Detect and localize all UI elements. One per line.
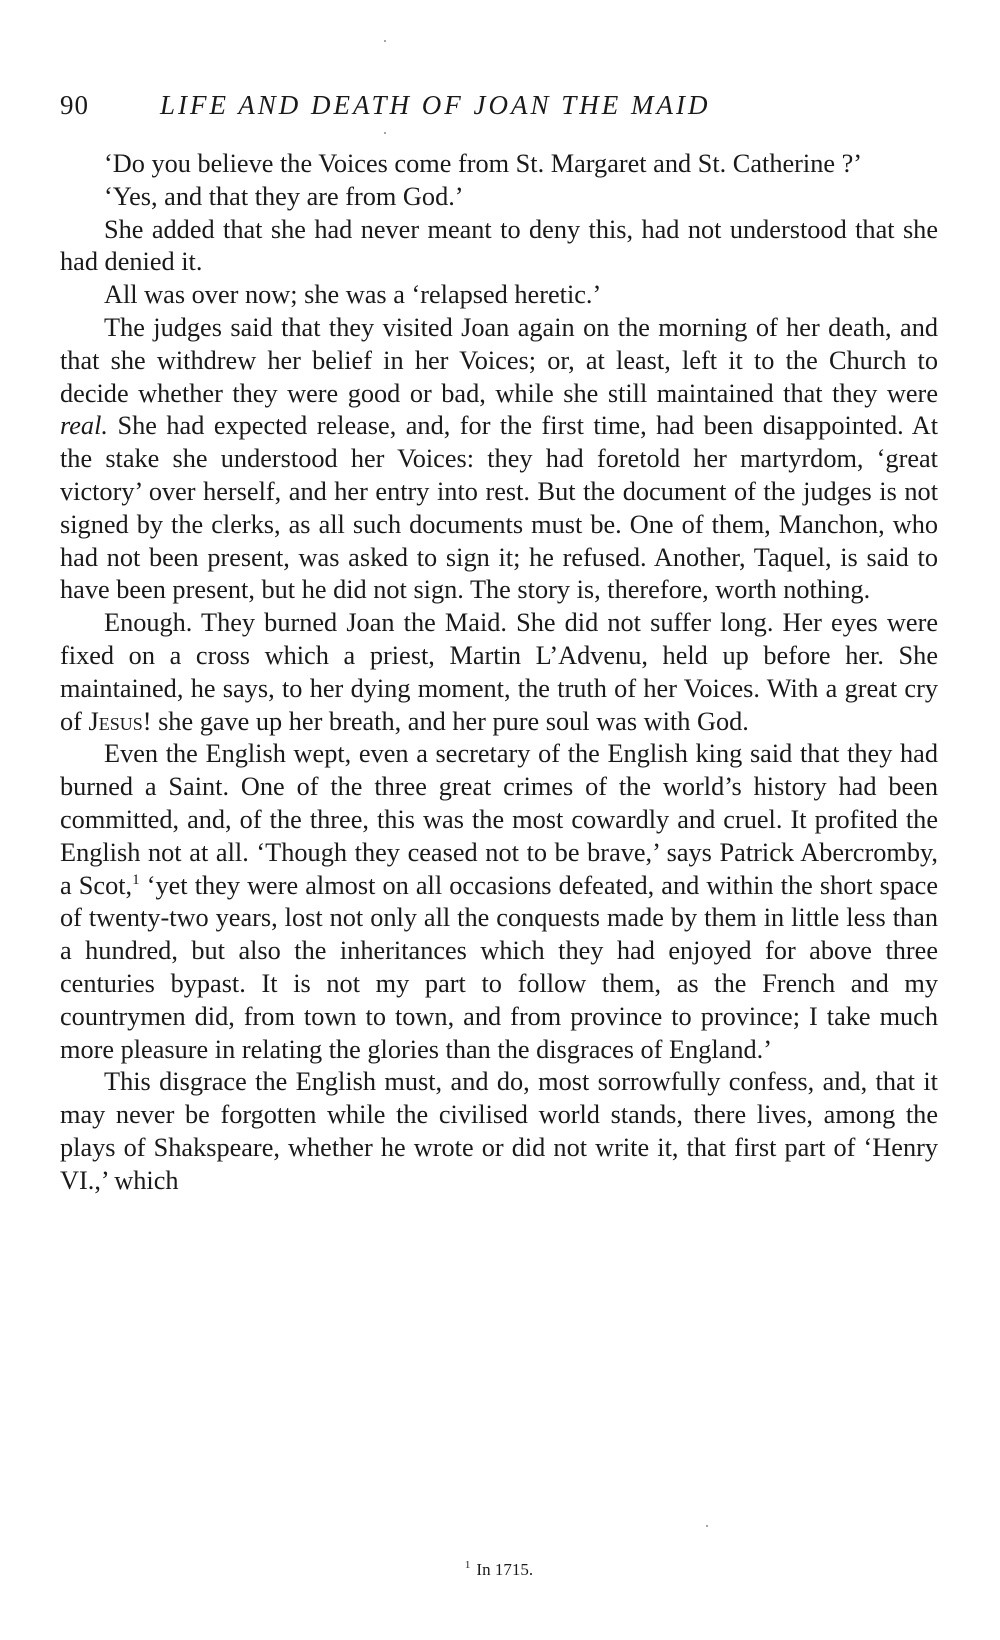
paper-speck [384, 132, 386, 134]
paragraph-text: Even the English wept, even a secretary of the English king said that they had burned a Saint. One of the three great crimes of the world’s history had been committed, and, of the three, this was the most cowardly and cruel. It profited the English not at all. ‘Though they ceased not to be brave,’ says Patrick Abercromby, a Scot, [60, 739, 938, 900]
page-number: 90 [60, 90, 89, 120]
paragraph-text: This disgrace the English must, and do, most sorrowfully confess, and, that it may never be forgotten while the civilised world stands, there lives, among the plays of Shakspeare, whether he wrote or did not write it, that first part of ‘Henry VI.,’ which [60, 1067, 938, 1195]
paragraph-text: She added that she had never meant to deny this, had not understood that she had denied it. [60, 214, 938, 277]
paragraph [60, 214, 938, 280]
paragraph-text: ‘yet they were almost on all occasions defeated, and within the short space of twenty-two years, lost not only all the conquests made by them in little less than a hundred, but also the inheritances which they had enjoyed for above three centuries bypast. It is not my part to follow them, as the French and my countrymen did, from town to town, and from province to province; I take much more pleasure in relating the glories than the disgraces of England.’ [60, 870, 938, 1064]
running-title: LIFE AND DEATH OF JOAN THE MAID [160, 90, 711, 120]
paper-speck [706, 1525, 708, 1527]
paragraph-text: All was over now; she was a ‘relapsed heretic.’ [104, 280, 602, 310]
page-header [60, 90, 938, 130]
paragraph [60, 181, 938, 214]
footnote-mark: 1 [464, 1559, 471, 1572]
smallcaps-word: Jesus [88, 706, 143, 736]
footnote-reference[interactable]: 1 [132, 871, 140, 888]
paper-speck [384, 40, 386, 42]
paragraph-text: ‘Yes, and that they are from God.’ [104, 181, 464, 211]
italic-emphasis: real. [60, 411, 108, 441]
paragraph-text: She had expected release, and, for the first time, had been disappointed. At the stake she understood her Voices: they had foretold her martyrdom, ‘great victory’ over herself, and her entry into rest. But the document of the judges is not signed by the clerks, as all such documents must be. One of them, Manchon, who had not been present, was asked to sign it; he refused. Another, Taquel, is said to have been present, but he did not sign. The story is, therefore, worth nothing. [60, 411, 938, 605]
paragraph [60, 1066, 938, 1197]
paragraph-text: ! she gave up her breath, and her pure soul was with God. [142, 706, 749, 736]
paragraph [60, 312, 938, 607]
body-text [60, 148, 938, 1198]
paragraph-text: Enough. They burned Joan the Maid. She did not suffer long. Her eyes were fixed on a cross which a priest, Martin L’Advenu, held up before her. She maintained, he says, to her dying moment, the truth of her Voices. With a great cry of [60, 608, 938, 736]
paragraph [60, 148, 938, 181]
paragraph [60, 279, 938, 312]
paragraph [60, 607, 938, 738]
footnote [60, 1560, 938, 1580]
paragraph-text: ‘Do you believe the Voices come from St. Margaret and St. Catherine ?’ [104, 149, 863, 178]
footnote-text: In 1715. [476, 1560, 534, 1579]
paragraph-text: The judges said that they visited Joan again on the morning of her death, and that she withdrew her belief in her Voices; or, at least, left it to the Church to decide whether they were good or bad, while she still maintained that they were [60, 312, 938, 408]
book-page [60, 90, 938, 1579]
paragraph [60, 738, 938, 1066]
